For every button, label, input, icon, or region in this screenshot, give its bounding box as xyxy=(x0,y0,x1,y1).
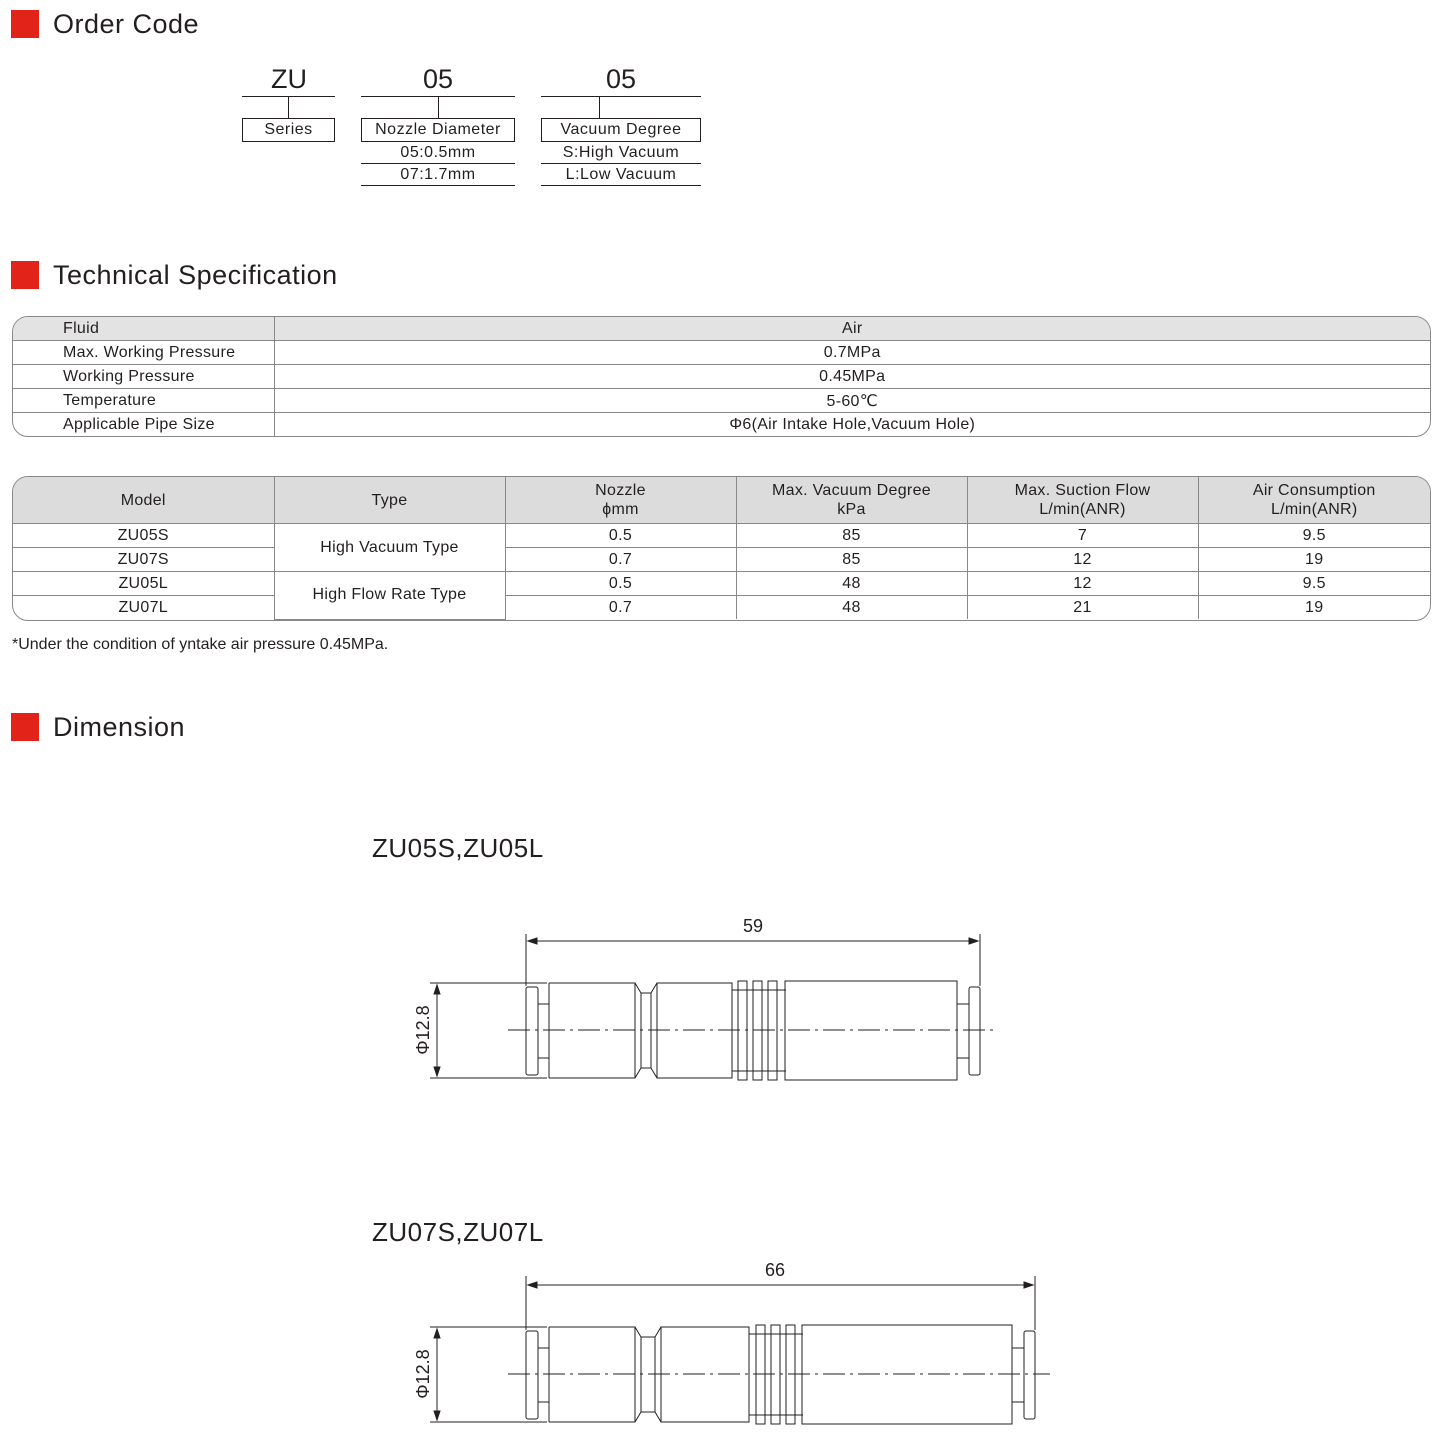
nozzle-cell: 0.7 xyxy=(505,596,736,620)
model-cell: ZU07S xyxy=(13,548,274,572)
drawing-title: ZU05S,ZU05L xyxy=(372,833,544,863)
spec-value: 0.7MPa xyxy=(274,341,1430,365)
type-cell: High Flow Rate Type xyxy=(274,572,505,620)
table-row xyxy=(13,596,1430,620)
code-nozzle: 05 xyxy=(422,64,454,94)
vacuum-cell: 85 xyxy=(736,524,967,548)
table-row xyxy=(13,341,1430,365)
consumption-cell: 9.5 xyxy=(1198,524,1430,548)
table-row xyxy=(13,389,1430,413)
series-label-box: Series xyxy=(242,118,335,142)
nozzle-cell: 0.5 xyxy=(505,572,736,596)
column-header-vacuum: Max. Vacuum Degree kPa xyxy=(736,477,967,524)
suction-cell: 7 xyxy=(967,524,1198,548)
column-header-type: Type xyxy=(274,477,505,524)
nozzle-cell: 0.5 xyxy=(505,524,736,548)
suction-cell: 12 xyxy=(967,572,1198,596)
table-row xyxy=(13,548,1430,572)
section-tech-spec xyxy=(11,260,338,290)
table-row xyxy=(13,317,1430,341)
vacuum-cell: 48 xyxy=(736,572,967,596)
section-title: Technical Specification xyxy=(53,259,338,290)
section-marker-icon xyxy=(11,261,39,289)
vacuum-option: L:Low Vacuum xyxy=(541,164,701,186)
vacuum-option: S:High Vacuum xyxy=(541,142,701,164)
model-cell: ZU05L xyxy=(13,572,274,596)
section-order-code xyxy=(11,9,199,39)
length-label: 59 xyxy=(742,916,764,936)
footnote: *Under the condition of yntake air pressure 0.45MPa. xyxy=(12,636,389,653)
table-row xyxy=(13,365,1430,389)
model-table xyxy=(12,476,1431,621)
column-header-nozzle: Nozzle ϕmm xyxy=(505,477,736,524)
divider xyxy=(541,96,701,97)
length-label: 66 xyxy=(764,1260,786,1280)
suction-cell: 12 xyxy=(967,548,1198,572)
spec-label: Temperature xyxy=(13,389,274,413)
spec-value: 5-60℃ xyxy=(274,389,1430,413)
connector xyxy=(599,96,600,118)
nozzle-cell: 0.7 xyxy=(505,548,736,572)
section-title: Dimension xyxy=(53,711,186,742)
section-marker-icon xyxy=(11,713,39,741)
vacuum-cell: 85 xyxy=(736,548,967,572)
section-title: Order Code xyxy=(53,8,200,39)
spec-value: Air xyxy=(274,317,1430,341)
model-cell: ZU07L xyxy=(13,596,274,620)
dimension-drawing-zu07 xyxy=(0,1260,1440,1434)
spec-value: 0.45MPa xyxy=(274,365,1430,389)
nozzle-option: 07:1.7mm xyxy=(361,164,515,186)
consumption-cell: 19 xyxy=(1198,548,1430,572)
diameter-label: Φ12.8 xyxy=(413,1349,433,1399)
diameter-label: Φ12.8 xyxy=(413,1005,433,1055)
vacuum-cell: 48 xyxy=(736,596,967,620)
connector xyxy=(438,96,439,118)
table-row xyxy=(13,413,1430,437)
spec-label: Max. Working Pressure xyxy=(13,341,274,365)
drawing-title: ZU07S,ZU07L xyxy=(372,1217,544,1247)
consumption-cell: 19 xyxy=(1198,596,1430,620)
code-series: ZU xyxy=(271,64,307,94)
spec-value: Φ6(Air Intake Hole,Vacuum Hole) xyxy=(274,413,1430,437)
spec-table xyxy=(12,316,1431,437)
table-row xyxy=(13,572,1430,596)
connector xyxy=(288,96,289,118)
nozzle-label-box: Nozzle Diameter xyxy=(361,118,515,142)
vacuum-label-box: Vacuum Degree xyxy=(541,118,701,142)
dimension-drawing-zu05 xyxy=(0,916,1440,1120)
spec-label: Fluid xyxy=(13,317,274,341)
column-header-model: Model xyxy=(13,477,274,524)
suction-cell: 21 xyxy=(967,596,1198,620)
table-row xyxy=(13,524,1430,548)
spec-label: Working Pressure xyxy=(13,365,274,389)
nozzle-option: 05:0.5mm xyxy=(361,142,515,164)
spec-label: Applicable Pipe Size xyxy=(13,413,274,437)
column-header-suction: Max. Suction Flow L/min(ANR) xyxy=(967,477,1198,524)
column-header-consumption: Air Consumption L/min(ANR) xyxy=(1198,477,1430,524)
code-vacuum: 05 xyxy=(605,64,637,94)
type-cell: High Vacuum Type xyxy=(274,524,505,572)
section-marker-icon xyxy=(11,10,39,38)
table-header-row xyxy=(13,477,1430,524)
model-cell: ZU05S xyxy=(13,524,274,548)
consumption-cell: 9.5 xyxy=(1198,572,1430,596)
section-dimension xyxy=(11,712,185,742)
